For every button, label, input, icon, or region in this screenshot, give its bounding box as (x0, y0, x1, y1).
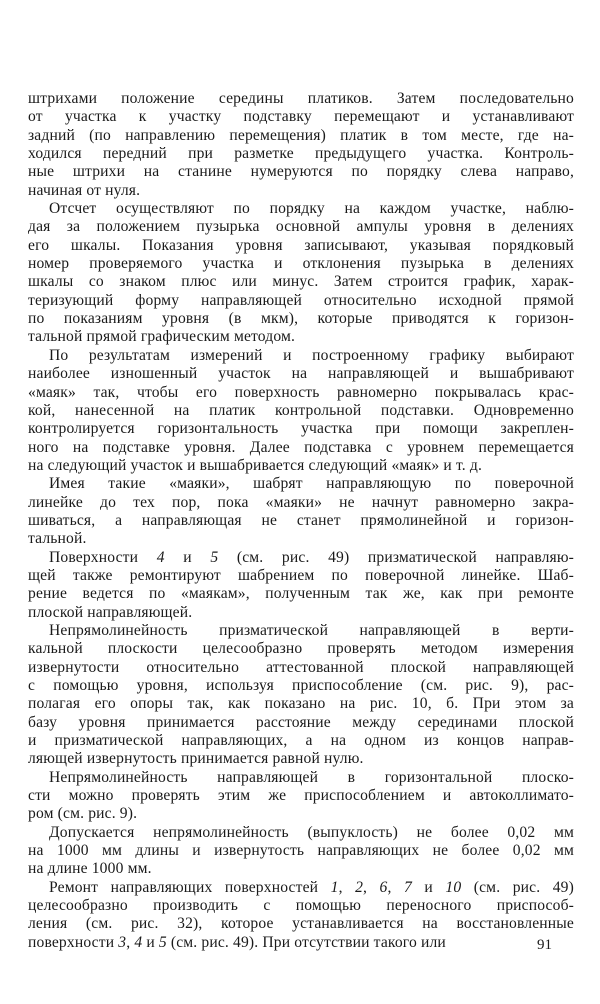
text-line: шиваться, а направляющая не станет прямолинейной и горизон- (28, 511, 574, 529)
text-line: на следующий участок и вышабривается следующий «маяк» и т. д. (28, 456, 482, 474)
paragraph (28, 347, 574, 475)
paragraph (28, 549, 574, 622)
text-line: по показаниям уровня (в мкм), которые приводятся к горизон- (28, 310, 574, 328)
text-line: тальной. (28, 530, 87, 548)
paragraph (28, 475, 574, 548)
text-line: ления (см. рис. 32), которое устанавливается на восстановленные (28, 915, 574, 933)
text-line: Поверхности 4 и 5 (см. рис. 49) призматической направляю- (49, 548, 575, 566)
text-line: Имея такие «маяки», шабрят направляющую по поверочной (49, 475, 574, 493)
text-line: кой, нанесенной на платик контрольной подставки. Одновременно (28, 401, 574, 419)
text-line: номер проверяемого участка и отклонения пузырька в делениях (28, 255, 574, 273)
text-line: целесообразно производить с помощью переносного приспособ- (28, 897, 574, 915)
text-line: линейке до тех пор, пока «маяки» не начнут равномерно закра- (28, 493, 574, 511)
text-line: начиная от нуля. (28, 181, 141, 199)
text-line: теризующий форму направляющей относительно исходной прямой (28, 291, 574, 309)
text-line: задний (по направлению перемещения) платик в том месте, где на- (28, 126, 574, 144)
text-line: полагая его опоры так, как показано на рис. 10, б. При этом за (28, 695, 574, 713)
page-number: 91 (537, 937, 552, 953)
document-page (28, 90, 574, 952)
text-line: контролируется горизонтальность участка при помощи закреплен- (28, 420, 574, 438)
text-line: штрихами положение середины платиков. Затем последовательно (28, 90, 574, 107)
text-line: от участка к участку подставку перемещают и устанавливают (28, 108, 574, 126)
text-line: рение ведется по «маякам», полученным так же, как при ремонте (28, 585, 574, 603)
text-line: на длине 1000 мм. (28, 860, 152, 878)
text-line: поверхности 3, 4 и 5 (см. рис. 49). При отсутствии такого или (28, 933, 446, 951)
paragraph (28, 824, 574, 879)
text-line: на 1000 мм длины и извернутость направляющих не более 0,02 мм (28, 842, 574, 860)
text-line: кальной плоскости целесообразно проверять методом измерения (28, 640, 574, 658)
text-line: шкалы со знаком плюс или минус. Затем строится график, харак- (28, 273, 574, 291)
text-line: тальной прямой графическим методом. (28, 328, 296, 346)
text-line: ром (см. рис. 9). (28, 805, 138, 823)
text-line: плоской направляющей. (28, 603, 193, 621)
text-line: щей также ремонтируют шабрением по поверочной линейке. Шаб- (28, 566, 574, 584)
text-line: дая за положением пузырька основной ампулы уровня в делениях (28, 218, 574, 236)
text-line: наиболее изношенный участок на направляющей и вышабривают (28, 365, 574, 383)
text-line: ные штрихи на станине нумеруются по порядку слева направо, (28, 163, 574, 181)
text-line: извернутости относительно аттестованной плоской направляющей (28, 658, 574, 676)
paragraph (28, 769, 574, 824)
text-line: Непрямолинейность призматической направляющей в верти- (49, 621, 574, 639)
text-line: ного на подставке уровня. Далее подставка с уровнем перемещается (28, 438, 574, 456)
text-line: и призматической направляющих, а на одном из концов направ- (28, 732, 574, 750)
paragraph (28, 622, 574, 769)
text-line: Допускается непрямолинейность (выпуклость) не более 0,02 мм (49, 823, 574, 841)
text-line: с помощью уровня, используя приспособление (см. рис. 9), рас- (28, 677, 574, 694)
paragraph (28, 200, 574, 347)
text-line: его шкалы. Показания уровня записывают, указывая порядковый (28, 236, 574, 254)
text-line: ходился передний при разметке предыдущего участка. Контроль- (28, 145, 574, 163)
text-line: Непрямолинейность направляющей в горизонтальной плоско- (49, 768, 574, 786)
text-line: ляющей извернутость принимается равной нулю. (28, 750, 364, 768)
text-line: Ремонт направляющих поверхностей 1, 2, 6, 7 и 10 (см. рис. 49) (49, 878, 574, 896)
text-line: сти можно проверять этим же приспособлением и автоколлимато- (28, 787, 574, 805)
text-line: базу уровня принимается расстояние между серединами плоской (28, 713, 574, 731)
text-line: «маяк» так, чтобы его поверхность равномерно покрывалась крас- (28, 383, 574, 401)
paragraph (28, 879, 574, 952)
text-line: По результатам измерений и построенному графику выбирают (49, 346, 574, 364)
paragraph (28, 90, 574, 200)
text-line: Отсчет осуществляют по порядку на каждом участке, наблю- (49, 200, 574, 218)
